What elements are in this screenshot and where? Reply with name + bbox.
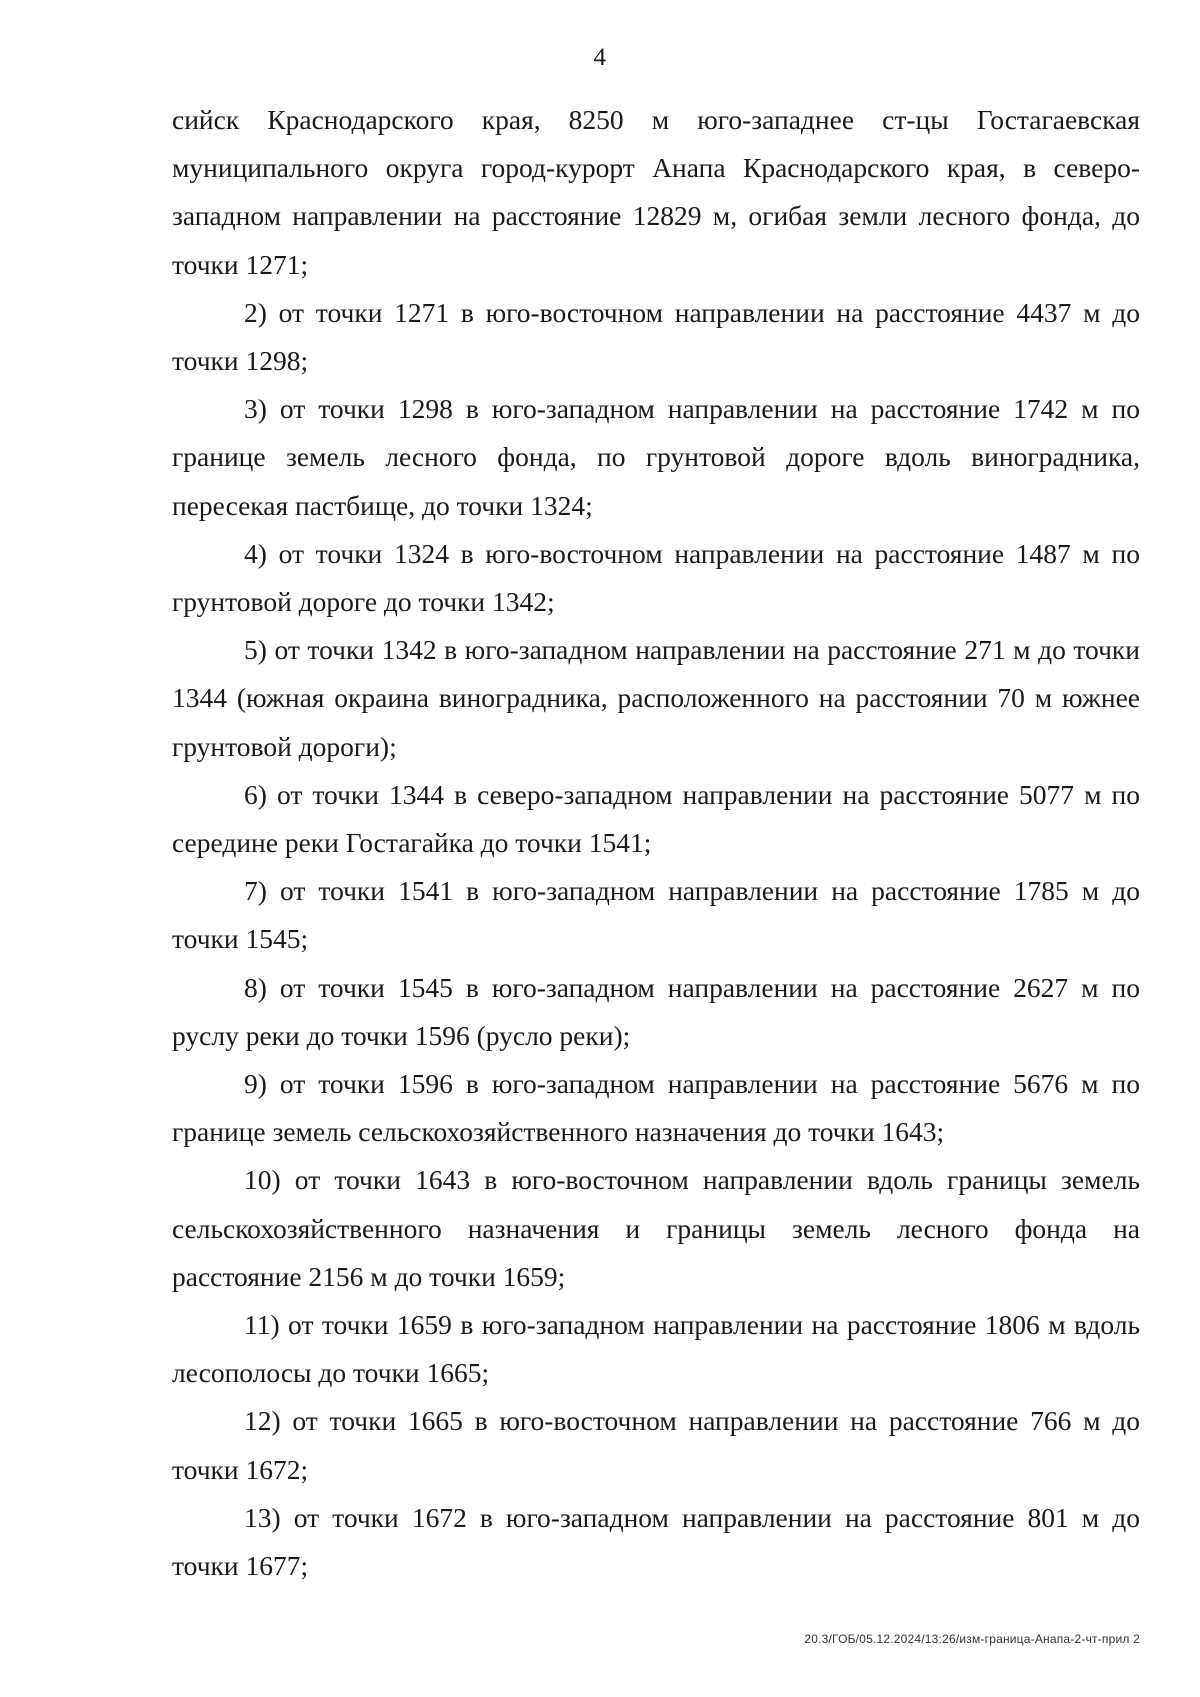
paragraph-item-8: 8) от точки 1545 в юго-западном направлении на расстояние 2627 м по руслу реки до точки 1596 (русло реки); bbox=[172, 971, 1140, 1051]
paragraph-item-12: 12) от точки 1665 в юго-восточном направлении на расстояние 766 м до точки 1672; bbox=[172, 1405, 1140, 1485]
paragraph-item-13: 13) от точки 1672 в юго-западном направлении на расстояние 801 м до точки 1677; bbox=[172, 1501, 1140, 1582]
document-footer-code: 20.3/ГОБ/05.12.2024/13:26/изм-граница-Анапа-2-чт-прил 2 bbox=[804, 1632, 1140, 1646]
paragraph-item-2: 2) от точки 1271 в юго-восточном направлении на расстояние 4437 м до точки 1298; bbox=[172, 296, 1140, 377]
paragraph-item-5: 5) от точки 1342 в юго-западном направлении на расстояние 271 м до точки 1344 (южная окраина виноградника, расположенного на расстоянии 70 м южнее грунтовой дороги); bbox=[172, 634, 1140, 762]
paragraph-continuation: сийск Краснодарского края, 8250 м юго-западнее ст-цы Гостагаевская муниципального округа город-курорт Анапа Краснодарского края, в северо-западном направлении на расстояние 12829 м, огибая земли лесного фонда, до точки 1271; bbox=[172, 104, 1140, 280]
paragraph-item-10: 10) от точки 1643 в юго-восточном направлении вдоль границы земель сельскохозяйственного назначения и границы земель лесного фонда на расстояние 2156 м до точки 1659; bbox=[172, 1164, 1140, 1292]
paragraph-item-9: 9) от точки 1596 в юго-западном направлении на расстояние 5676 м по границе земель сельскохозяйственного назначения до точки 1643; bbox=[172, 1068, 1140, 1148]
paragraph-item-3: 3) от точки 1298 в юго-западном направлении на расстояние 1742 м по границе земель лесного фонда, по грунтовой дороге вдоль виноградника, пересекая пастбище, до точки 1324; bbox=[172, 393, 1140, 521]
paragraph-item-7: 7) от точки 1541 в юго-западном направлении на расстояние 1785 м до точки 1545; bbox=[172, 875, 1140, 955]
paragraph-item-11: 11) от точки 1659 в юго-западном направлении на расстояние 1806 м вдоль лесополосы до точки 1665; bbox=[172, 1309, 1140, 1389]
document-body bbox=[172, 96, 1140, 1590]
page-number: 4 bbox=[593, 44, 607, 71]
paragraph-item-6: 6) от точки 1344 в северо-западном направлении на расстояние 5077 м по середине реки Гостагайка до точки 1541; bbox=[172, 778, 1140, 859]
paragraph-item-4: 4) от точки 1324 в юго-восточном направлении на расстояние 1487 м по грунтовой дороге до точки 1342; bbox=[172, 537, 1140, 618]
